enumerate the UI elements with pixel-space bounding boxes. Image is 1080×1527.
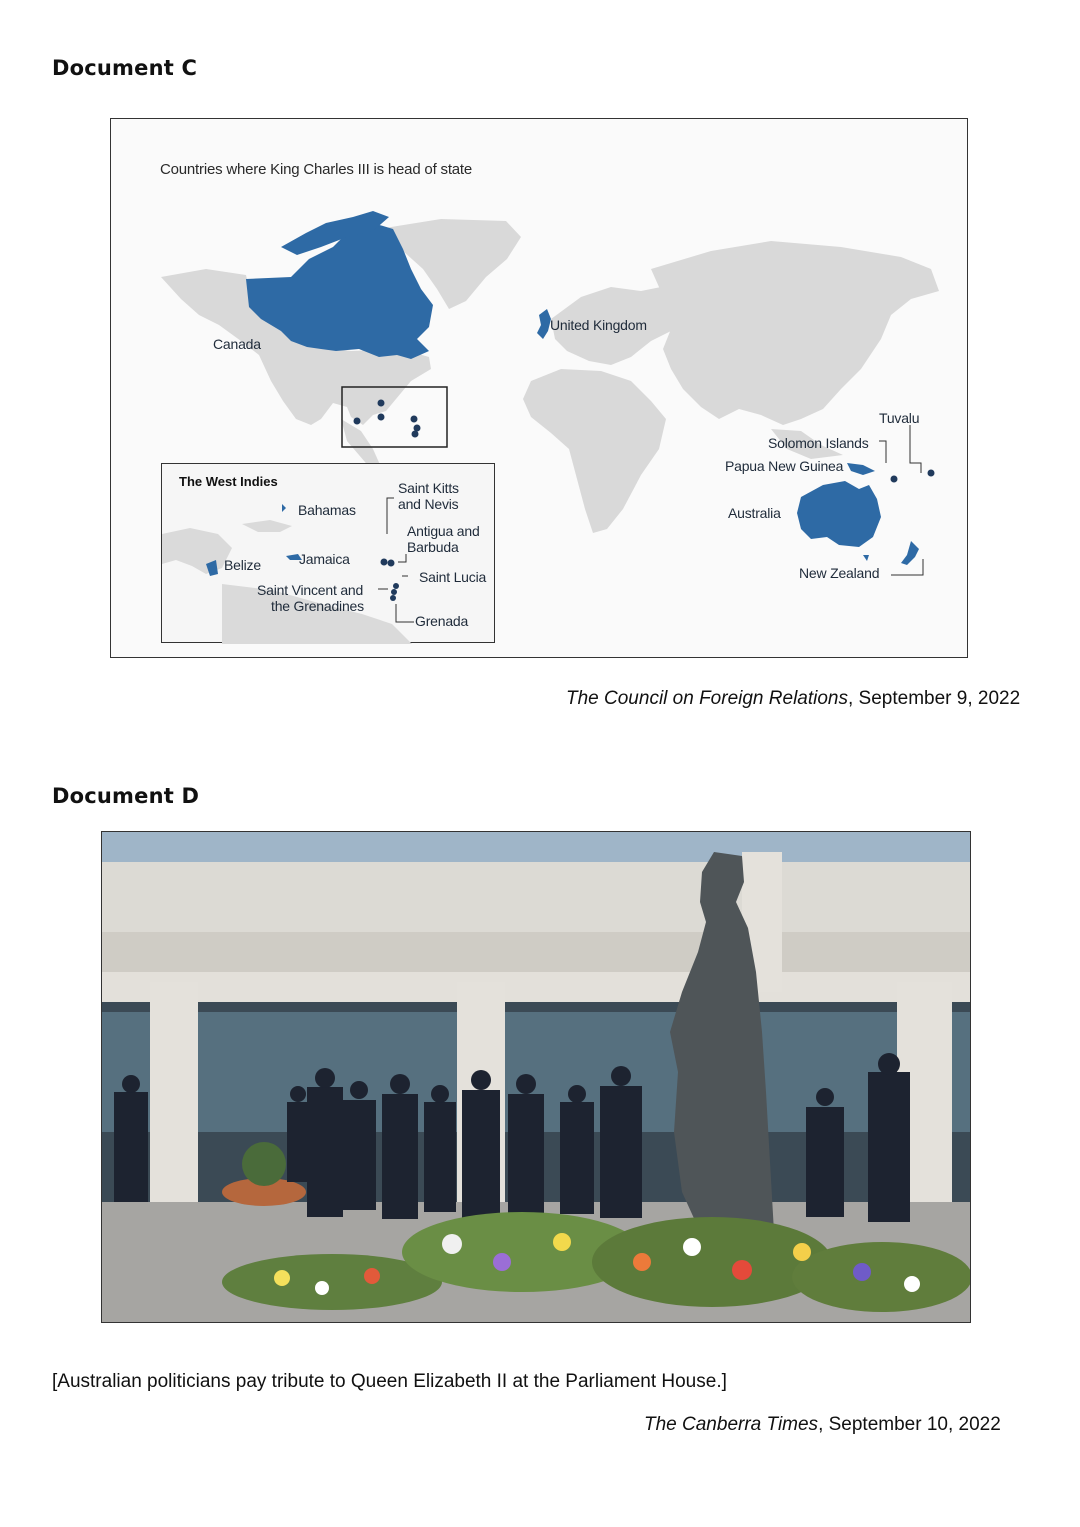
label-canada: Canada — [213, 336, 261, 352]
label-saint-kitts-line2: and Nevis — [398, 496, 459, 512]
tribute-photo — [101, 831, 971, 1323]
label-antigua-line1: Antigua and — [407, 523, 480, 539]
central-america-shape — [341, 419, 381, 469]
label-saint-lucia: Saint Lucia — [419, 569, 487, 585]
label-jamaica: Jamaica — [299, 551, 350, 567]
document-c-heading: Document C — [52, 56, 198, 80]
document-c-source-publication: The Council on Foreign Relations — [566, 688, 848, 709]
australia-shape — [797, 481, 881, 547]
label-saint-vincent-line1: Saint Vincent and — [257, 582, 364, 598]
label-united-kingdom: United Kingdom — [550, 317, 647, 333]
document-c-source — [566, 688, 1020, 710]
label-belize: Belize — [224, 557, 261, 573]
world-map-figure — [110, 118, 968, 658]
document-d-source — [644, 1414, 1001, 1436]
document-d-caption: [Australian politicians pay tribute to Queen Elizabeth II at the Parliament House.] — [52, 1371, 727, 1392]
map-title: Countries where King Charles III is head of state — [160, 161, 473, 178]
inset-title: The West Indies — [179, 474, 278, 489]
label-grenada: Grenada — [415, 613, 469, 629]
document-c-source-date: , September 9, 2022 — [848, 688, 1021, 709]
label-tuvalu: Tuvalu — [879, 410, 920, 426]
tribute-photo-graphic — [102, 832, 971, 1323]
label-saint-vincent-line2: the Grenadines — [271, 598, 364, 614]
label-bahamas: Bahamas — [298, 502, 356, 518]
label-australia: Australia — [728, 505, 781, 521]
document-d-heading: Document D — [52, 784, 200, 808]
new-zealand-shape — [901, 541, 919, 565]
document-d-source-publication: The Canberra Times — [644, 1414, 819, 1435]
africa-shape — [523, 369, 666, 533]
west-indies-inset — [161, 463, 495, 643]
document-d-source-date: , September 10, 2022 — [818, 1414, 1001, 1435]
label-antigua-line2: Barbuda — [407, 539, 459, 555]
papua-new-guinea-shape — [847, 463, 875, 475]
united-kingdom-shape — [537, 309, 551, 339]
label-new-zealand: New Zealand — [799, 565, 880, 581]
label-saint-kitts-line1: Saint Kitts — [398, 480, 459, 496]
asia-shape — [651, 241, 939, 425]
label-solomon-islands: Solomon Islands — [768, 435, 869, 451]
label-papua-new-guinea: Papua New Guinea — [725, 458, 844, 474]
